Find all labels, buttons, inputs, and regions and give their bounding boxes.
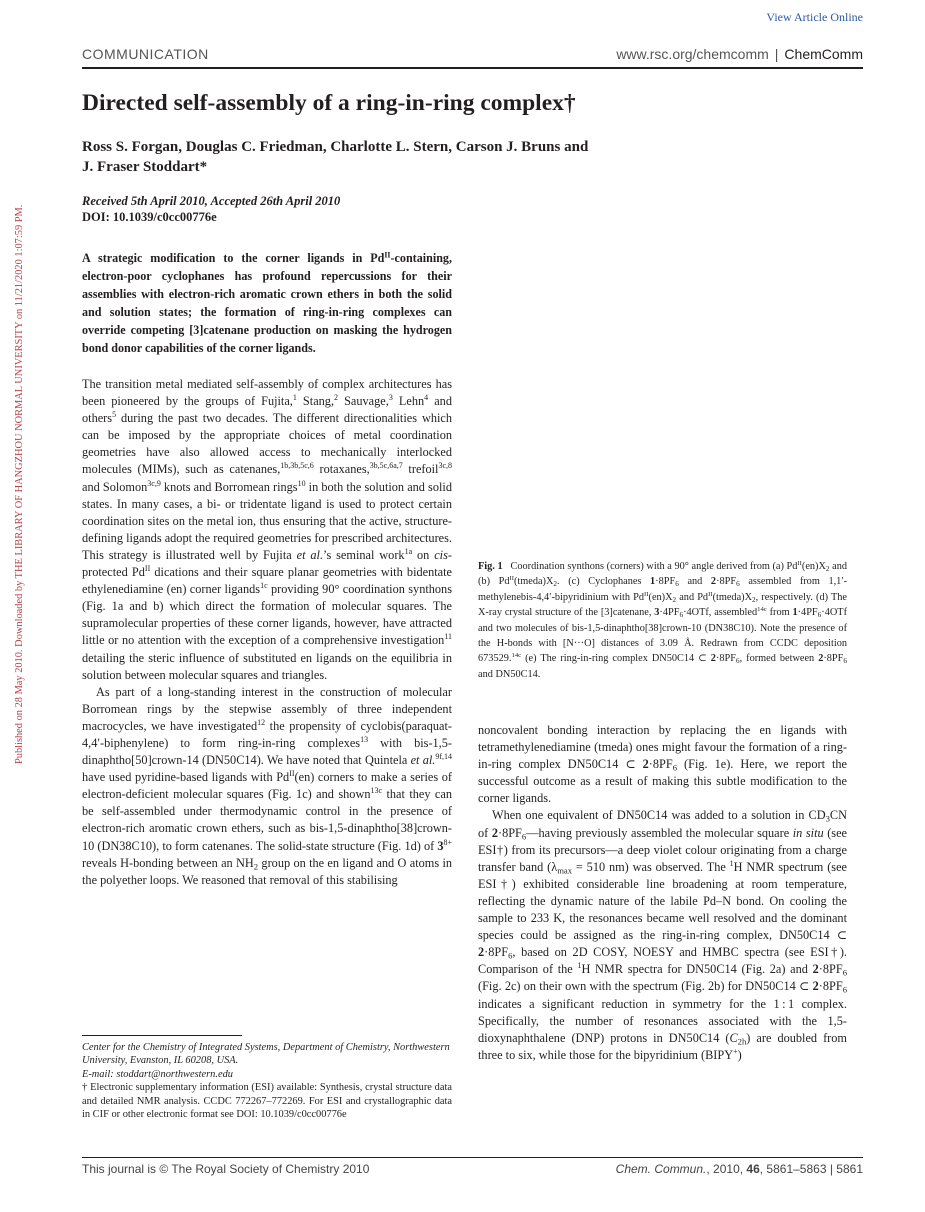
- section-label: COMMUNICATION: [82, 46, 209, 62]
- esi-footnote: † Electronic supplementary information (ESI) available: Synthesis, crystal structure data and detailed NMR analysis. CCDC 772267–772269. For ESI and crystallographic data in CIF or other electronic format see DOI: 10.1039/c0cc00776e: [82, 1082, 452, 1121]
- journal-url[interactable]: www.rsc.org/chemcomm: [616, 46, 769, 62]
- received-accepted-dates: Received 5th April 2010, Accepted 26th April 2010: [82, 194, 341, 208]
- paragraph-hypothesis: noncovalent bonding interaction by replacing the en ligands with tetramethylenediamine (tmeda) ones might favour the formation of a ring-in-ring complex DN50C14 ⊂ $2\cdot 8PF_6$ (Fig. 1e). Here, we report the successful outcome as a result of making this subtle modification to the corner ligands.: [478, 723, 848, 806]
- paragraph-intro: The transition metal mediated self-assembly of complex architectures has been pioneered by the groups of Fujita,$^1$ Stang,$^2$ Sauvage,$^3$ Lehn$^4$ and others$^5$ during the past two decades. The different directionalities which can be imposed by the appropriate choices of metal coordination geometries have also allowed access to mechanically interlocked molecules (MIMs), such as catenanes,$^{1b,3b,5c,6}$ rotaxanes,$^{3b,5c,6a,7}$ trefoil$^{3c,8}$ and Solomon$^{3c,9}$ knots and Borromean rings$^{10}$ in both the solution and solid states. In many cases, a bi- or tridentate ligand is used to protect certain coordination sites on the metal ion, thus ensuring that the active, structure-defining ligands adopt the required geometries for prescribed architectures. This strategy is illustrated well by Fujita et al.’s seminal work$^{1a}$ on cis-protected $Pd^{II}$ dications and their square planar geometries with bidentate ethylenediamine (en) corner ligands$^{1c}$ providing 90° coordination synthons (Fig. 1a and b) which direct the formation of molecular squares. The supramolecular properties of these corner ligands, however, have attracted little or no attention with the exception of a comprehensive investigation$^{11}$ detailing the steric influence of substituted en ligands on the equilibria in solution between molecular squares and triangles.: [82, 377, 453, 682]
- author-list: Ross S. Forgan, Douglas C. Friedman, Charlotte L. Stern, Carson J. Bruns and J. Fraser Stoddart*: [82, 139, 589, 175]
- body-text-right-column: [478, 722, 847, 1064]
- page-number: 5861: [836, 1162, 863, 1176]
- figure-1-caption: Fig. 1 Coordination synthons (corners) with a 90° angle derived from (a) $Pd^{II}(en)X_2$ and (b) $Pd^{II}(tmeda)X_2$. (c) Cyclophanes $1\cdot 8PF_6$ and $2\cdot 8PF_6$ assembled from 1,1′-methylenebis-4,4′-bipyridinium with $Pd^{II}(en)X_2$ and $Pd^{II}(tmeda)X_2$, respectively. (d) The X-ray crystal structure of the [3]catenane, $3\cdot 4PF_6\cdot 4OTf$, assembled$^{14c}$ from $1\cdot 4PF_6\cdot 4OTf$ and two molecules of bis-1,5-dinaphtho[38]crown-10 (DN38C10). Note the presence of the H-bonds with [N···O] distances of 3.09 Å. Redrawn from CCDC deposition 673529.$^{14c}$ (e) The ring-in-ring complex DN50C14 ⊂ $2\cdot 8PF_6$, formed between $2\cdot 8PF_6$ and DN50C14.: [478, 559, 847, 680]
- article-doi: DOI: 10.1039/c0cc00776e: [82, 210, 217, 224]
- author-email[interactable]: E-mail: stoddart@northwestern.edu: [82, 1068, 233, 1080]
- paragraph-background: As part of a long-standing interest in the construction of molecular Borromean rings by the stepwise assembly of three independent macrocycles, we have investigated$^{12}$ the propensity of cyclobis(paraquat-4,4′-biphenylene) to form ring-in-ring complexes$^{13}$ with bis-1,5-dinaphtho[50]crown-14 (DN50C14). We have noted that Quintela et al.$^{9f,14}$ have used pyridine-based ligands with $Pd^{II}(en)$ corners to make a series of electron-deficient molecular squares (Fig. 1c) and shown$^{13c}$ that they can be self-assembled under thermodynamic control in the presence of electron-rich aromatic crown ethers, such as bis-1,5-dinaphtho[38]crown-10 (DN38C10), to form catenanes. The solid-state structure (Fig. 1d) of $3^{8+}$ reveals H-bonding between an $NH_2$ group on the en ligand and O atoms in the polyether loops. We reasoned that removal of this stabilising: [82, 684, 453, 887]
- footer-rule: [82, 1157, 863, 1158]
- citation-footer: Chem. Commun., 2010, 46, 5861–5863 | 5861: [615, 1162, 863, 1176]
- abstract: A strategic modification to the corner ligands in $Pd^{II}$-containing, electron-poor cyclophanes has profound repercussions for their assemblies with electron-rich aromatic crown ethers in both the solid and solution states; the formation of ring-in-ring complexes can override competing [3]catenane production on masking the hydrogen bond donor capabilities of the corner ligands.: [82, 250, 452, 356]
- view-article-online-link[interactable]: View Article Online: [766, 10, 863, 24]
- body-text-left-column: [82, 376, 452, 889]
- copyright-notice: This journal is © The Royal Society of Chemistry 2010: [82, 1162, 370, 1176]
- footnotes: [82, 1041, 452, 1121]
- header-rule: [82, 67, 863, 69]
- journal-header: [616, 46, 863, 62]
- journal-name: ChemComm: [784, 46, 863, 62]
- header-separator: |: [774, 46, 779, 62]
- author-affiliation: Center for the Chemistry of Integrated Systems, Department of Chemistry, Northwestern University, Evanston, IL 60208, USA.: [82, 1042, 450, 1067]
- footnote-rule: [82, 1035, 242, 1036]
- figure-1-graphic: [478, 84, 847, 554]
- article-title: Directed self-assembly of a ring-in-ring complex†: [82, 90, 576, 116]
- download-watermark: Published on 28 May 2010. Downloaded by THE LIBRARY OF HANGZHOU NORMAL UNIVERSITY on 11/21/2020 1:07:59 PM.: [14, 204, 25, 764]
- paragraph-results: When one equivalent of DN50C14 was added to a solution in $CD_3CN$ of $2\cdot 8PF_6—having$ previously assembled the molecular square in situ (see ESI†) from its precursors—a deep violet colour originating from a charge transfer band ($\lambda_{max} = 510$ nm) was observed. The $^1$H NMR spectrum (see ESI†) exhibited considerable line broadening at room temperature, reflecting the dynamic nature of the labile Pd–N bond. On cooling the sample to 233 K, the resonances became well resolved and the dominant species could be assigned as the ring-in-ring complex, DN50C14 ⊂ $2\cdot 8PF_6$, based on 2D COSY, NOESY and HMBC spectra (see ESI†). Comparison of the $^1$H NMR spectra for DN50C14 (Fig. 2a) and $2\cdot 8PF_6$ (Fig. 2c) on their own with the spectrum (Fig. 2b) for DN50C14 ⊂ $2\cdot 8PF_6$ indicates a significant reduction in symmetry for the 1 : 1 complex. Specifically, the number of resonances associated with the 1,5-dioxynaphthalene (DNP) protons in DN50C14 $(C_{2h})$ are doubled from three to six, while those for the bipyridinium (BIPY+): [478, 808, 847, 1062]
